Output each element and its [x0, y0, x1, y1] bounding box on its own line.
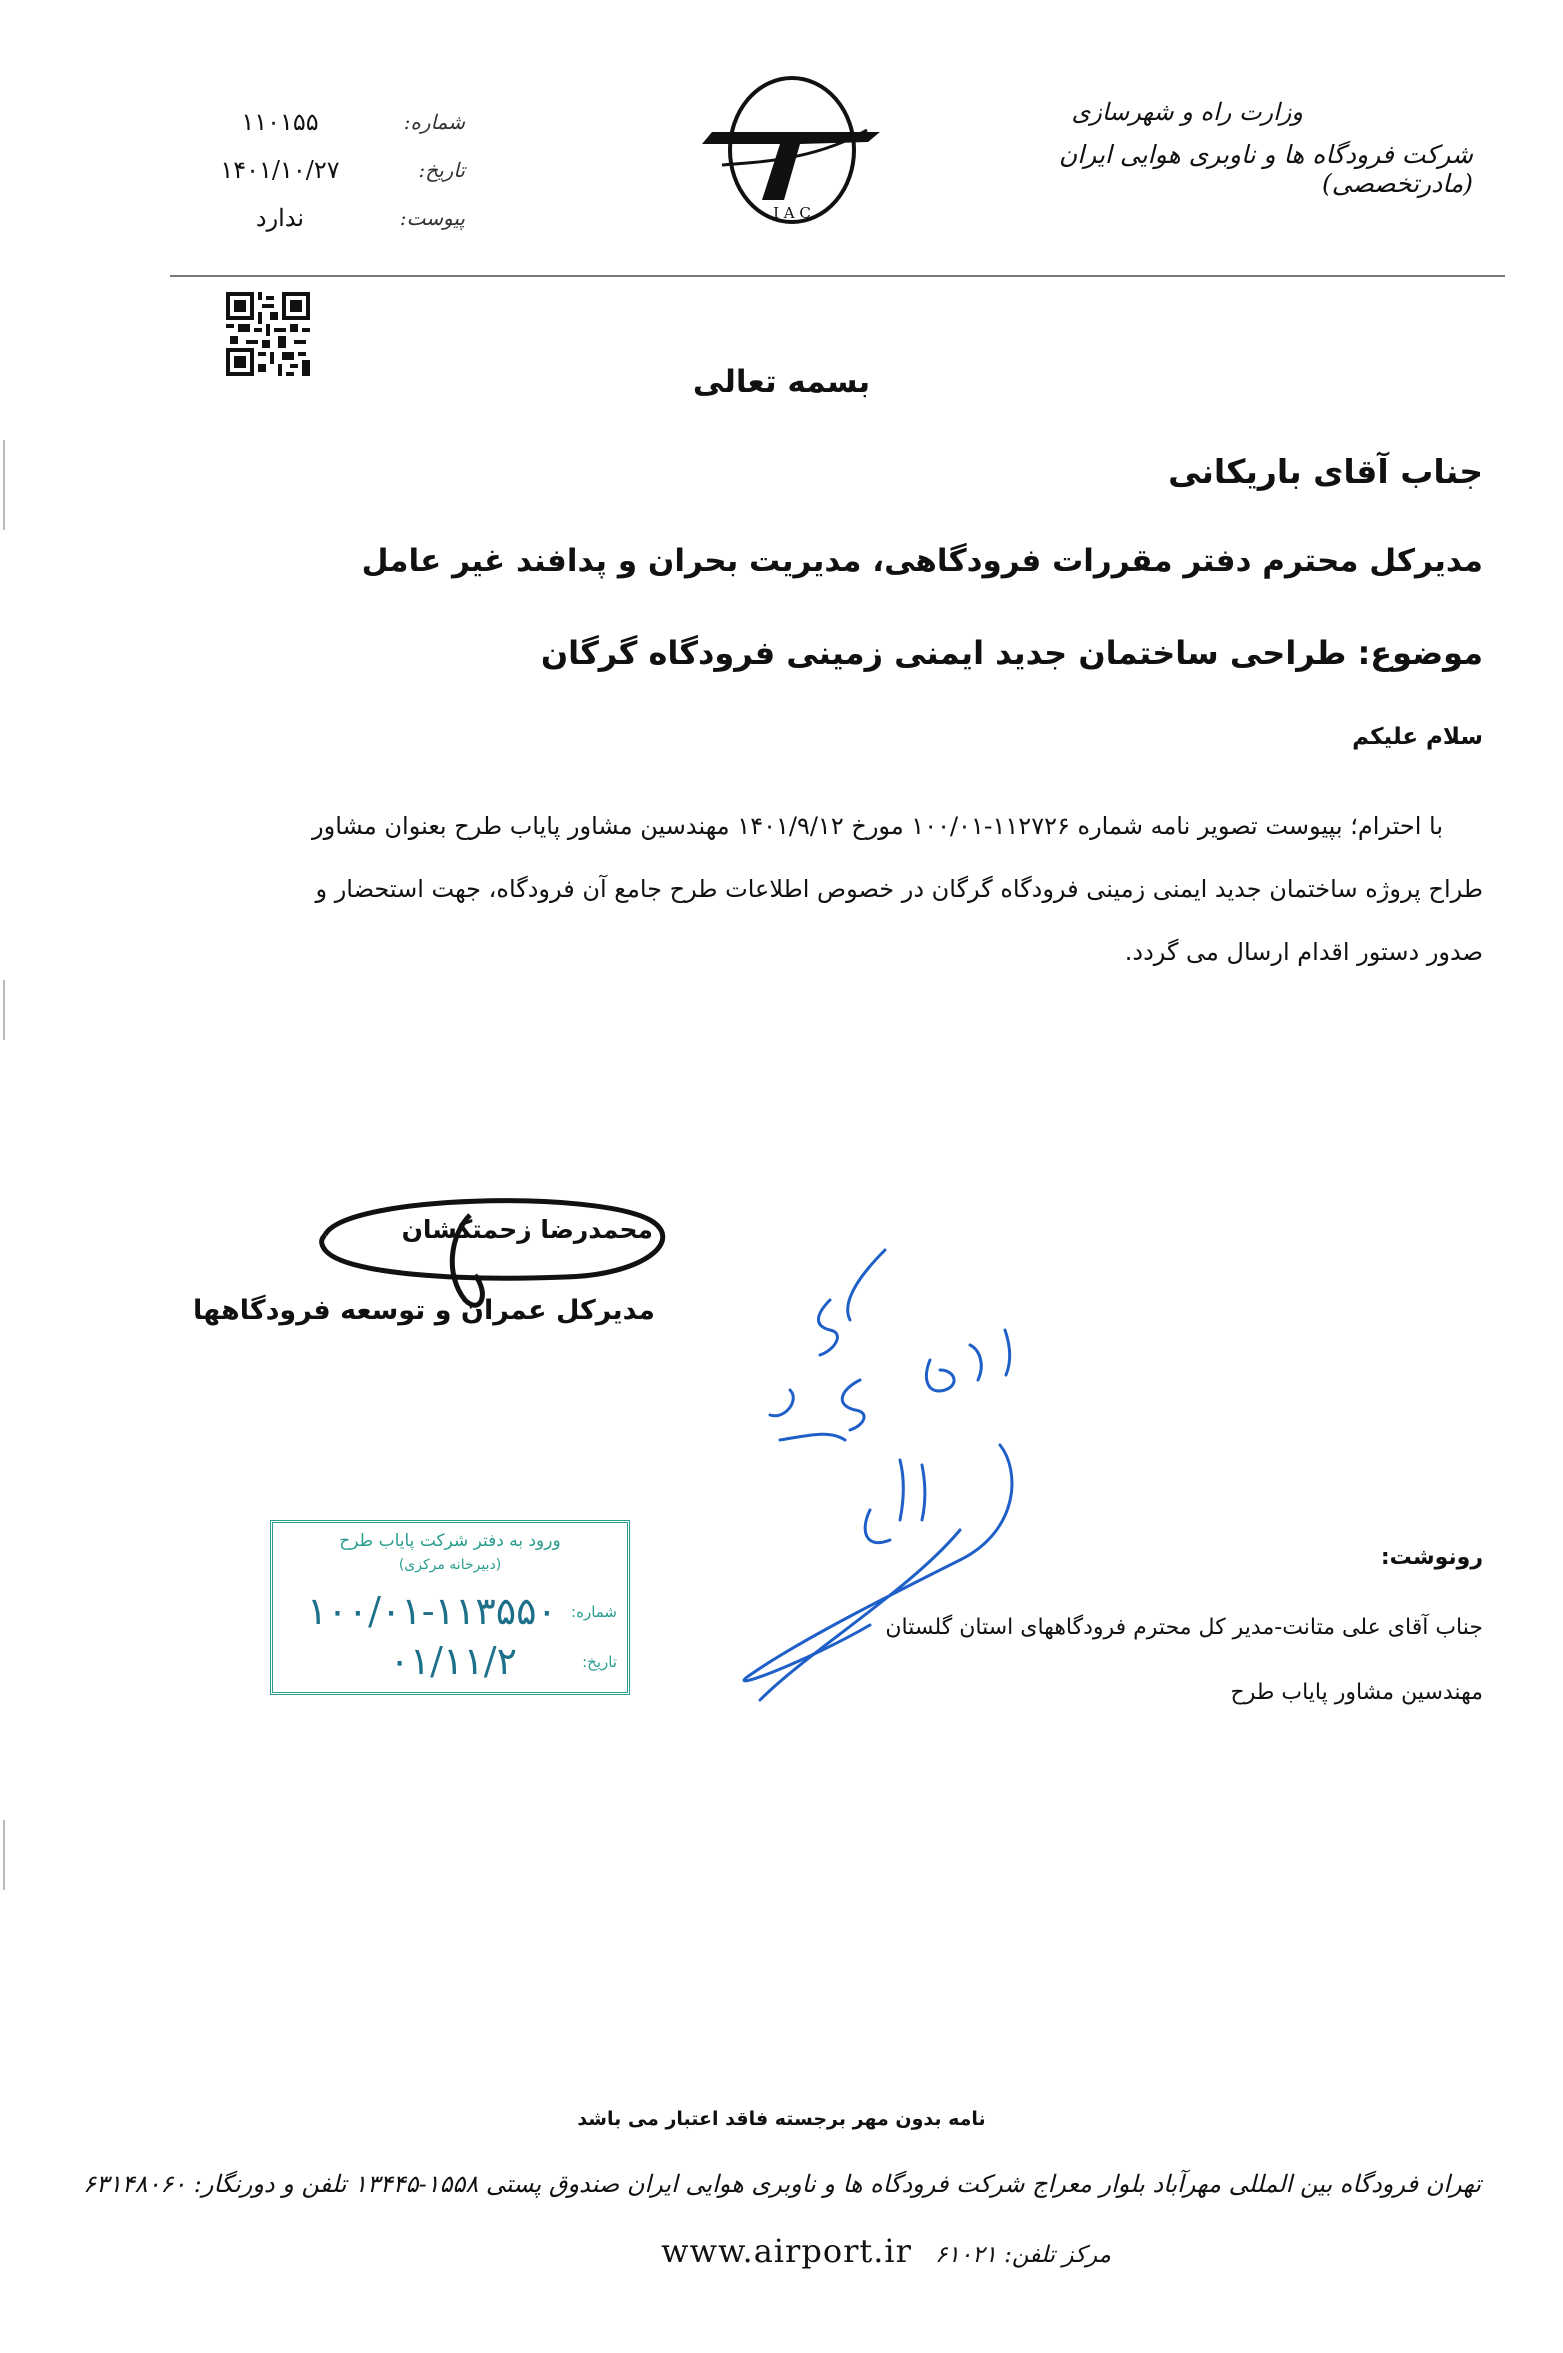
body-line: طراح پروژه ساختمان جدید ایمنی زمینی فرودگاه گرگان در خصوص اطلاعات طرح جامع آن فرودگاه، جهت استحضار و: [315, 875, 1483, 903]
receipt-stamp: [270, 1520, 630, 1695]
letter-number: ۱۱۰۱۵۵: [241, 108, 319, 136]
meta-number: [175, 98, 465, 146]
greeting: سلام علیکم: [1352, 724, 1483, 750]
letter-body-paragraph: [103, 795, 1483, 984]
stamp-subheading: (دبیرخانه مرکزی): [398, 1557, 502, 1573]
scan-edge-mark: [3, 440, 5, 530]
letter-date: ۱۴۰۱/۱۰/۲۷: [220, 156, 340, 184]
footer-phone-center: مرکز تلفن: ۶۱۰۲۱: [935, 2242, 1111, 2268]
scan-edge-mark: [3, 980, 5, 1040]
validity-note: نامه بدون مهر برجسته فاقد اعتبار می باشد: [577, 2108, 986, 2130]
iac-logo: [692, 70, 892, 230]
addressee-name: جناب آقای باریکانی: [1168, 452, 1483, 491]
meta-label: تاریخ:: [418, 158, 465, 182]
organization-header: [913, 98, 1473, 198]
stamp-number-label: شماره:: [571, 1603, 617, 1621]
cc-title: رونوشت:: [1380, 1545, 1483, 1570]
footer-contact: [661, 2232, 1111, 2270]
cc-item: مهندسین مشاور پایاب طرح: [1230, 1680, 1483, 1705]
stamp-date-value: ۰۱/۱۱/۲: [389, 1639, 517, 1683]
meta-date: [175, 146, 465, 194]
scan-edge-mark: [3, 1820, 5, 1890]
stamp-number-value: ۱۰۰/۰۱-۱۱۳۵۵۰: [306, 1589, 557, 1633]
addressee-title: مدیرکل محترم دفتر مقررات فرودگاهی، مدیریت بحران و پدافند غیر عامل: [361, 543, 1483, 579]
meta-label: پیوست:: [399, 206, 465, 230]
signature-scribble-icon: [265, 1175, 705, 1355]
cc-item: جناب آقای علی متانت-مدیر کل محترم فرودگاههای استان گلستان: [885, 1615, 1483, 1640]
letter-subject: موضوع: طراحی ساختمان جدید ایمنی زمینی فرودگاه گرگان: [540, 634, 1483, 672]
letter-meta: [175, 98, 465, 242]
stamp-date-label: تاریخ:: [582, 1653, 617, 1671]
signatory-title: مدیرکل عمران و توسعه فرودگاهها: [193, 1295, 655, 1326]
bismillah-heading: بسمه تعالی: [692, 364, 871, 400]
signature-block: [193, 1175, 705, 1355]
letter-attachment: ندارد: [255, 204, 305, 232]
handwritten-note-icon: [660, 1230, 1180, 1750]
footer-address: تهران فرودگاه بین المللی مهرآباد بلوار معراج شرکت فرودگاه ها و ناوبری هوایی ایران صندوق پستی ۱۵۵۸-۱۳۴۴۵ تلفن و دورنگار: ۶۳۱۴۸۰۶۰: [83, 2170, 1481, 2198]
header-divider: [170, 275, 1505, 277]
body-line: صدور دستور اقدام ارسال می گردد.: [1124, 938, 1483, 966]
ministry-name: وزارت راه و شهرسازی: [1071, 98, 1303, 126]
company-name: شرکت فرودگاه ها و ناوبری هوایی ایران (مادرتخصصی): [1058, 140, 1473, 198]
signatory-name: محمدرضا زحمتکشان: [401, 1215, 653, 1244]
body-line: با احترام؛ بپیوست تصویر نامه شماره ۱۱۲۷۲۶-۱۰۰/۰۱ مورخ ۱۴۰۱/۹/۱۲ مهندسین مشاور پایاب طرح بعنوان مشاور: [312, 812, 1443, 840]
meta-attachment: [175, 194, 465, 242]
meta-label: شماره:: [403, 110, 465, 134]
stamp-heading: ورود به دفتر شرکت پایاب طرح: [339, 1531, 561, 1551]
footer-website-link[interactable]: www.airport.ir: [661, 2232, 912, 2270]
logo-text: I A C: [773, 204, 811, 222]
